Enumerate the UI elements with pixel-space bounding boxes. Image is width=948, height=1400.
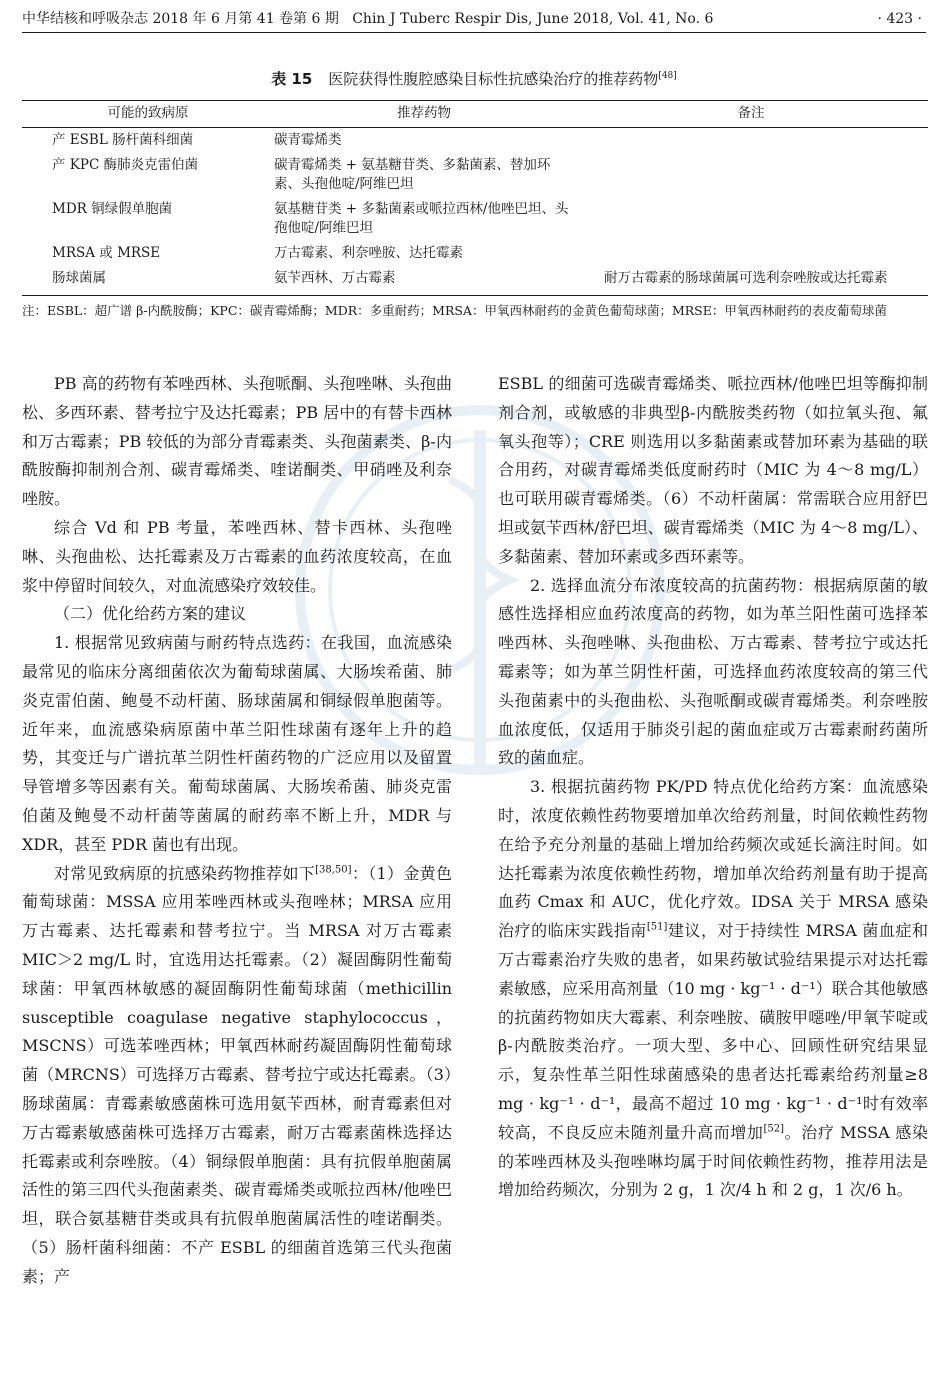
table-title: 医院获得性腹腔感染目标性抗感染治疗的推荐药物 <box>328 70 659 88</box>
journal-info <box>22 6 713 32</box>
cell-drug: 氨基糖苷类 + 多黏菌素或哌拉西林/他唑巴坦、头孢他啶/阿维巴坦 <box>274 201 569 236</box>
cell-drug: 碳青霉烯类 + 氨基糖苷类、多黏菌素、替加环素、头孢他啶/阿维巴坦 <box>274 157 551 192</box>
table-caption <box>0 66 948 89</box>
cell-drug: 氨苄西林、万古霉素 <box>274 266 574 296</box>
cell-pathogen: 肠球菌属 <box>22 266 274 296</box>
table-row <box>22 266 928 296</box>
citation-ref: [38,50] <box>315 864 352 876</box>
header-remark: 备注 <box>574 101 928 128</box>
table-number: 表 15 <box>271 70 313 88</box>
body-column-left <box>22 370 452 1390</box>
cell-drug: 碳青霉烯类 <box>274 132 342 148</box>
text-run: 。治疗 MSSA 感染的苯唑西林及头孢唑啉均属于时间依赖性药物，推荐用法是增加给药频次，分别为 2 g，1 次/4 h 和 2 g，1 次/6 h。 <box>498 1122 928 1200</box>
journal-name-en: Chin J Tuberc Respir Dis, June 2018, Vol. 41, No. 6 <box>352 11 714 27</box>
cell-remark: 耐万古霉素的肠球菌属可选利奈唑胺或达托霉素 <box>574 266 928 296</box>
table-title-ref: [48] <box>658 71 677 81</box>
paragraph: 1. 根据常见致病菌与耐药特点选药：在我国，血流感染最常见的临床分离细菌依次为葡萄球菌属、大肠埃希菌、肺炎克雷伯菌、鲍曼不动杆菌、肠球菌属和铜绿假单胞菌等。近年来，血流感染病原菌中革兰阳性球菌有逐年上升的趋势，其变迁与广谱抗革兰阴性杆菌药物的广泛应用以及留置导管增多等因素有关。葡萄球菌属、大肠埃希菌、肺炎克雷伯菌及鲍曼不动杆菌等菌属的耐药率不断上升，MDR 与 XDR，甚至 PDR 菌也有出现。 <box>22 633 452 854</box>
table-row <box>22 128 928 154</box>
header-pathogen: 可能的致病原 <box>22 101 274 128</box>
cell-drug: 万古霉素、利奈唑胺、达托霉素 <box>274 245 463 261</box>
paragraph: 综合 Vd 和 PB 考量，苯唑西林、替卡西林、头孢唑啉、头孢曲松、达托霉素及万古霉素的血药浓度较高，在血浆中停留时间较久，对血流感染疗效较佳。 <box>22 517 452 595</box>
cell-remark <box>574 241 928 266</box>
table-footnote: 注：ESBL：超广谱 β-内酰胺酶；KPC：碳青霉烯酶；MDR：多重耐药；MRSA：甲氧西林耐药的金黄色葡萄球菌；MRSE：甲氧西林耐药的表皮葡萄球菌 <box>22 303 887 318</box>
text-run: 建议，对于持续性 MRSA 菌血症和万古霉素治疗失败的患者，如果药敏试验结果提示对达托霉素敏感，应采用高剂量（10 mg · kg⁻¹ · d⁻¹）联合其他敏感的抗菌药物如庆大霉素、利奈唑胺、磺胺甲噁唑/甲氧苄啶或 β-内酰胺类治疗。一项大型、多中心、回顾性研究结果显示，复杂性革兰阳性球菌感染的患者达托霉素给药剂量≥8 mg · kg⁻¹ · d⁻¹，最高不超过 10 mg · kg⁻¹ · d⁻¹时有效率较高，不良反应未随剂量升高而增加 <box>498 921 928 1142</box>
table-row <box>22 197 928 241</box>
table-header-row <box>22 101 928 128</box>
text-run: 对常见致病原的抗感染药物推荐如下 <box>54 863 316 883</box>
table-row <box>22 241 928 266</box>
paragraph <box>498 773 928 1205</box>
text-run: ：（1）金黄色葡萄球菌：MSSA 应用苯唑西林或头孢唑林；MRSA 应用万古霉素、达托霉素和替考拉宁。当 MRSA 对万古霉素 MIC＞2 mg/L 时，宜选用达托霉素。（2）凝固酶阴性葡萄球菌：甲氧西林敏感的凝固酶阴性葡萄球菌（methicillin susceptible coagulase negative staphylococcus，MSCNS）可选苯唑西林；甲氧西林耐药凝固酶阴性葡萄球菌（MRCNS）可选择万古霉素、替考拉宁或达托霉素。（3）肠球菌属：青霉素敏感菌株可选用氨苄西林，耐青霉素但对万古霉素敏感菌株可选择万古霉素，耐万古霉素菌株选择达托霉素或利奈唑胺。（4）铜绿假单胞菌：具有抗假单胞菌属活性的第三四代头孢菌素类、碳青霉烯类或哌拉西林/他唑巴坦，联合氨基糖苷类或具有抗假单胞菌属活性的喹诺酮类。（5）肠杆菌科细菌：不产 ESBL 的细菌首选第三代头孢菌素；产 <box>22 863 452 1286</box>
cell-pathogen: 产 ESBL 肠杆菌科细菌 <box>52 132 194 148</box>
citation-ref: [52] <box>763 1123 785 1135</box>
paragraph: 2. 选择血流分布浓度较高的抗菌药物：根据病原菌的敏感性选择相应血药浓度高的药物，如为革兰阳性菌可选择苯唑西林、头孢唑啉、头孢曲松、万古霉素、替考拉宁或达托霉素等；如为革兰阴性杆菌，可选择血药浓度较高的第三代头孢菌素中的头孢曲松、头孢哌酮或碳青霉烯类。利奈唑胺血浓度低，仅适用于肺炎引起的菌血症或万古霉素耐药菌所致的菌血症。 <box>498 575 928 768</box>
page-number: · 423 · <box>877 11 922 27</box>
journal-name-cn: 中华结核和呼吸杂志 2018 年 6 月第 41 卷第 6 期 <box>22 11 339 27</box>
cell-pathogen: 产 KPC 酶肺炎克雷伯菌 <box>52 157 199 173</box>
text-run: 3. 根据抗菌药物 PK/PD 特点优化给药方案：血流感染时，浓度依赖性药物要增加单次给药剂量，时间依赖性药物在给予充分剂量的基础上增加给药频次或延长滴注时间。如达托霉素为浓度依赖性药物，增加单次给药剂量有助于提高血药 Cmax 和 AUC，优化疗效。IDSA 关于 MRSA 感染治疗的临床实践指南 <box>498 777 928 941</box>
paragraph <box>22 860 452 1292</box>
cell-remark <box>574 128 928 154</box>
recommended-drugs-table <box>22 100 928 296</box>
citation-ref: [51] <box>646 921 668 933</box>
table-row <box>22 153 928 197</box>
paragraph: PB 高的药物有苯唑西林、头孢哌酮、头孢唑啉、头孢曲松、多西环素、替考拉宁及达托霉素；PB 居中的有替卡西林和万古霉素；PB 较低的为部分青霉素类、头孢菌素类、β-内酰胺酶抑制剂合剂、碳青霉烯类、喹诺酮类、甲硝唑及利奈唑胺。 <box>22 374 452 509</box>
section-heading: （二）优化给药方案的建议 <box>54 604 247 624</box>
paragraph: ESBL 的细菌可选碳青霉烯类、哌拉西林/他唑巴坦等酶抑制剂合剂，或敏感的非典型β-内酰胺类药物（如拉氧头孢、氟氧头孢等）；CRE 则选用以多黏菌素或替加环素为基础的联合用药，对碳青霉烯类低度耐药时（MIC 为 4～8 mg/L）也可联用碳青霉烯类。（6）不动杆菌属：常需联合应用舒巴坦或氨苄西林/舒巴坦、碳青霉烯类（MIC 为 4～8 mg/L）、多黏菌素、替加环素或多西环素等。 <box>498 374 928 566</box>
body-column-right <box>498 370 928 1390</box>
running-header <box>22 6 926 33</box>
cell-pathogen: MRSA 或 MRSE <box>52 245 161 261</box>
cell-remark <box>574 153 928 197</box>
cell-pathogen: MDR 铜绿假单胞菌 <box>52 201 173 217</box>
header-drug: 推荐药物 <box>274 101 574 128</box>
cell-remark <box>574 197 928 241</box>
